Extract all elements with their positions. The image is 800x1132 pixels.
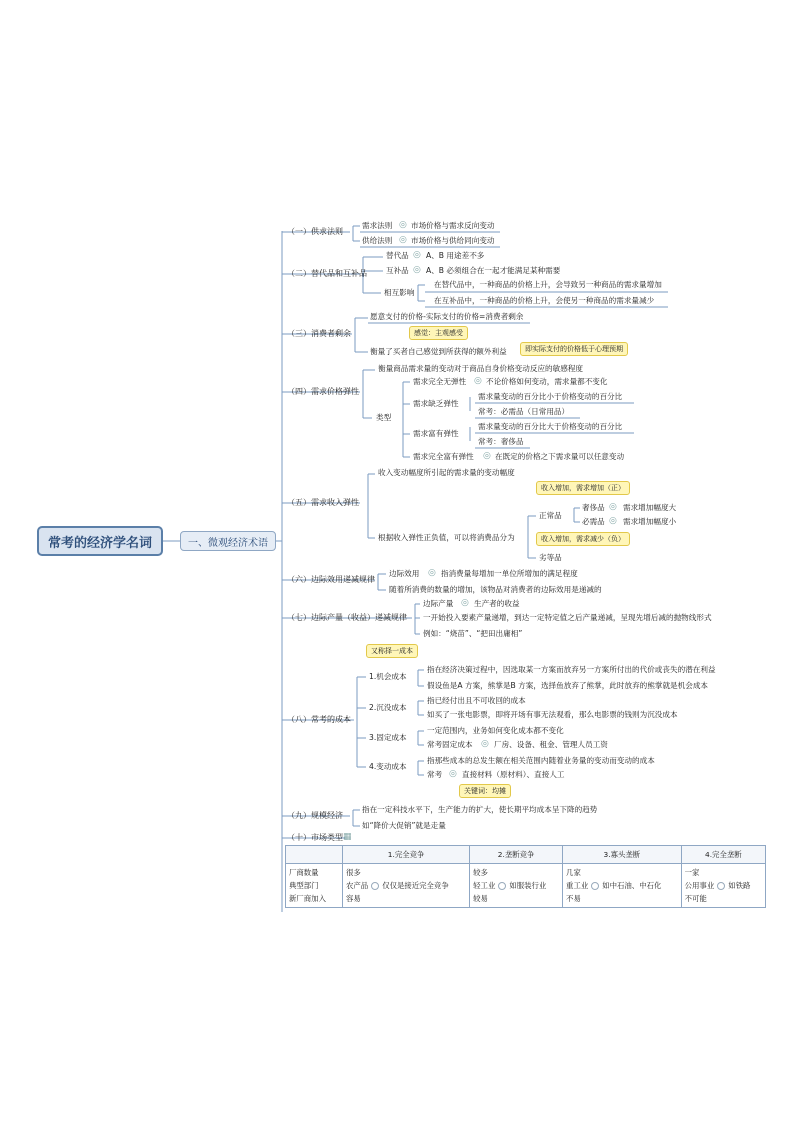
note-income-up-demand-down: 收入增加，需求减少（负）: [536, 532, 630, 546]
link-dot-icon: ◎: [428, 568, 436, 578]
sector-line: [473, 879, 559, 892]
elastic-desc-1: 需求量变动的百分比大于价格变动的百分比: [478, 422, 623, 431]
sector-line: [685, 879, 762, 892]
monopoly-cell: [681, 864, 765, 908]
fixed-cost-common-label[interactable]: 常考固定成本: [427, 740, 473, 749]
market-types-table: [285, 845, 766, 908]
note-alternative-cost: 又称择一成本: [366, 644, 418, 658]
root-topic[interactable]: 常考的经济学名词: [37, 526, 163, 556]
perfectly-inelastic-desc: 不论价格如何变动，需求量都不变化: [486, 377, 608, 386]
section-marginal-utility-title[interactable]: （六）边际效用递减规律: [287, 575, 375, 584]
marginal-utility-desc: 指消费量每增加一单位所增加的满足程度: [441, 569, 578, 578]
supply-law-desc: 市场价格与供给同向变动: [411, 236, 495, 245]
section-market-types-title[interactable]: （十）市场类型: [287, 833, 343, 842]
sector-note: 如中石油、中石化: [602, 881, 662, 890]
table-header-cell: 1.完全竞争: [343, 846, 470, 864]
link-dot-icon: [498, 882, 506, 890]
section-consumer-surplus-title[interactable]: （三）消费者剩余: [287, 329, 351, 338]
category-topic[interactable]: 一、微观经济术语: [180, 531, 276, 551]
income-elasticity-definition: 收入变动幅度所引起的需求量的变动幅度: [378, 468, 515, 477]
substitute-label[interactable]: 替代品: [386, 251, 409, 260]
complement-desc: A、B 必须组合在一起才能满足某种需要: [426, 266, 561, 275]
note-below-expectation: 即实际支付的价格低于心理预期: [520, 342, 628, 356]
link-dot-icon: ◎: [483, 451, 491, 461]
variable-cost-common-label[interactable]: 常考: [427, 770, 443, 779]
sector: 农产品: [346, 881, 369, 890]
income-elasticity-classification: 根据收入弹性正负值，可以将消费品分为: [378, 533, 515, 542]
link-dot-icon: [591, 882, 599, 890]
inelastic-desc-1: 需求量变动的百分比小于价格变动的百分比: [478, 392, 623, 401]
perfect-competition-cell: [343, 864, 470, 908]
link-dot-icon: ◎: [474, 376, 482, 386]
fixed-cost-common-desc: 厂房、设备、租金、管理人员工资: [494, 740, 608, 749]
entry: 较易: [473, 894, 488, 903]
elastic-desc-2: 常考：奢侈品: [478, 437, 524, 446]
variable-cost-desc-1: 指那些成本的总发生额在相关范围内随着业务量的变动而变动的成本: [427, 756, 655, 765]
table-header-cell: 3.寡头垄断: [563, 846, 682, 864]
economies-of-scale-example: 如“降价大促销”就是走量: [362, 821, 446, 830]
marginal-product-desc: 生产者的收益: [474, 599, 520, 608]
section-economies-of-scale-title[interactable]: （九）规模经济: [287, 811, 343, 820]
link-dot-icon: ◎: [399, 220, 407, 230]
opportunity-cost-label[interactable]: 1.机会成本: [369, 672, 407, 681]
variable-cost-common-desc: 直接材料（原材料）、直接人工: [462, 770, 565, 779]
interaction-label[interactable]: 相互影响: [384, 288, 415, 297]
note-subjective-feeling: 感觉：主观感受: [409, 326, 468, 340]
luxury-goods-label[interactable]: 奢侈品: [582, 503, 605, 512]
normal-goods-label[interactable]: 正常品: [539, 511, 562, 520]
link-dot-icon: ◎: [449, 769, 457, 779]
economies-of-scale-definition: 指在一定科技水平下，生产能力的扩大，使长期平均成本呈下降的趋势: [362, 805, 598, 814]
sector-line: [346, 879, 466, 892]
sunk-cost-desc-2: 如买了一张电影票，即将开场有事无法观看，那么电影票的钱则为沉没成本: [427, 710, 678, 719]
inferior-goods-label[interactable]: 劣等品: [539, 553, 562, 562]
demand-law-desc: 市场价格与需求反向变动: [411, 221, 495, 230]
row-label-sector: 典型部门: [289, 881, 319, 890]
table-row: [286, 864, 766, 908]
variable-cost-label[interactable]: 4.变动成本: [369, 762, 407, 771]
sector: 重工业: [566, 881, 589, 890]
link-dot-icon: [371, 882, 379, 890]
interaction-desc-2: 在互补品中，一种商品的价格上升，会使另一种商品的需求量减少: [434, 296, 655, 305]
link-dot-icon: ◎: [609, 516, 617, 526]
firm-count: 较多: [473, 868, 488, 877]
section-costs-title[interactable]: （八）常考的成本: [287, 715, 351, 724]
marginal-utility-label[interactable]: 边际效用: [389, 569, 420, 578]
inelastic-desc-2: 常考：必需品（日常用品）: [478, 407, 570, 416]
sector-line: [566, 879, 678, 892]
necessity-goods-label[interactable]: 必需品: [582, 517, 605, 526]
entry: 不易: [566, 894, 581, 903]
table-header-cell: 2.垄断竞争: [470, 846, 563, 864]
surplus-description: 衡量了买者自己感觉到所获得的额外利益: [370, 347, 507, 356]
link-dot-icon: ◎: [461, 598, 469, 608]
interaction-desc-1: 在替代品中，一种商品的价格上升，会导致另一种商品的需求量增加: [434, 280, 662, 289]
fixed-cost-desc-1: 一定范围内，业务如何变化成本都不变化: [427, 726, 564, 735]
sunk-cost-label[interactable]: 2.沉没成本: [369, 703, 407, 712]
supply-law-label[interactable]: 供给法则: [362, 236, 393, 245]
oligopoly-cell: [563, 864, 682, 908]
section-supply-demand-title[interactable]: （一）供求法则: [287, 227, 343, 236]
perfectly-inelastic-label[interactable]: 需求完全无弹性: [413, 377, 467, 386]
price-elasticity-definition: 衡量商品需求量的变动对于商品自身价格变动反应的敏感程度: [378, 364, 584, 373]
diminishing-utility-desc: 随着所消费的数量的增加，该物品对消费者的边际效用是递减的: [389, 585, 602, 594]
table-icon: ▦: [343, 832, 352, 842]
entry: 不可能: [684, 894, 707, 903]
note-keyword-amortize: 关键词：均摊: [459, 784, 511, 798]
necessity-goods-desc: 需求增加幅度小: [623, 517, 677, 526]
inelastic-label[interactable]: 需求缺乏弹性: [413, 399, 459, 408]
sector-note: 如服装行业: [509, 881, 547, 890]
sector-note: 仅仅是接近完全竞争: [382, 881, 449, 890]
substitute-desc: A、B 用途差不多: [426, 251, 485, 260]
row-labels: [286, 864, 343, 908]
opportunity-cost-desc-1: 指在经济决策过程中，因选取某一方案而放弃另一方案所付出的代价或丧失的潜在利益: [427, 665, 716, 674]
perfectly-elastic-label[interactable]: 需求完全富有弹性: [413, 452, 474, 461]
row-label-count: 厂商数量: [289, 868, 319, 877]
link-dot-icon: ◎: [481, 739, 489, 749]
sector-note: 如铁路: [728, 881, 751, 890]
link-dot-icon: ◎: [413, 250, 421, 260]
table-header-row: [286, 846, 766, 864]
section-substitutes-title[interactable]: （二）替代品和互补品: [287, 269, 367, 278]
elastic-label[interactable]: 需求富有弹性: [413, 429, 459, 438]
diminishing-product-desc: 一开始投入要素产量递增，到达一定特定值之后产量递减，呈现先增后减的抛物线形式: [423, 613, 712, 622]
entry: 容易: [346, 894, 361, 903]
sector: 公用事业: [684, 881, 715, 890]
demand-law-label[interactable]: 需求法则: [362, 221, 393, 230]
diminishing-product-example: 例如：“烧苗”、“把田出庸相”: [423, 629, 523, 638]
firm-count: 几家: [566, 868, 581, 877]
row-label-entry: 新厂商加入: [289, 894, 326, 903]
link-dot-icon: [717, 882, 725, 890]
luxury-goods-desc: 需求增加幅度大: [623, 503, 677, 512]
table-header-cell: [286, 846, 343, 864]
table-header-cell: 4.完全垄断: [681, 846, 765, 864]
firm-count: 很多: [346, 868, 361, 877]
complement-label[interactable]: 互补品: [386, 266, 409, 275]
fixed-cost-label[interactable]: 3.固定成本: [369, 733, 407, 742]
perfectly-elastic-desc: 在既定的价格之下需求量可以任意变动: [495, 452, 625, 461]
link-dot-icon: ◎: [399, 235, 407, 245]
note-income-up-demand-up: 收入增加，需求增加（正）: [536, 481, 630, 495]
monopolistic-competition-cell: [470, 864, 563, 908]
surplus-formula: 愿意支付的价格-实际支付的价格=消费者剩余: [370, 312, 524, 321]
section-marginal-product-title[interactable]: （七）边际产量（收益）递减规律: [287, 613, 407, 622]
marginal-product-label[interactable]: 边际产量: [423, 599, 454, 608]
elasticity-type-label[interactable]: 类型: [376, 413, 392, 422]
firm-count: 一家: [684, 868, 700, 877]
sector: 轻工业: [473, 881, 496, 890]
section-income-elasticity-title[interactable]: （五）需求收入弹性: [287, 498, 359, 507]
section-price-elasticity-title[interactable]: （四）需求价格弹性: [287, 387, 359, 396]
link-dot-icon: ◎: [413, 265, 421, 275]
sunk-cost-desc-1: 指已经付出且不可收回的成本: [427, 696, 526, 705]
opportunity-cost-desc-2: 假设鱼是A 方案，熊掌是B 方案，选择鱼放弃了熊掌，此时放弃的熊掌就是机会成本: [427, 681, 709, 690]
link-dot-icon: ◎: [609, 502, 617, 512]
